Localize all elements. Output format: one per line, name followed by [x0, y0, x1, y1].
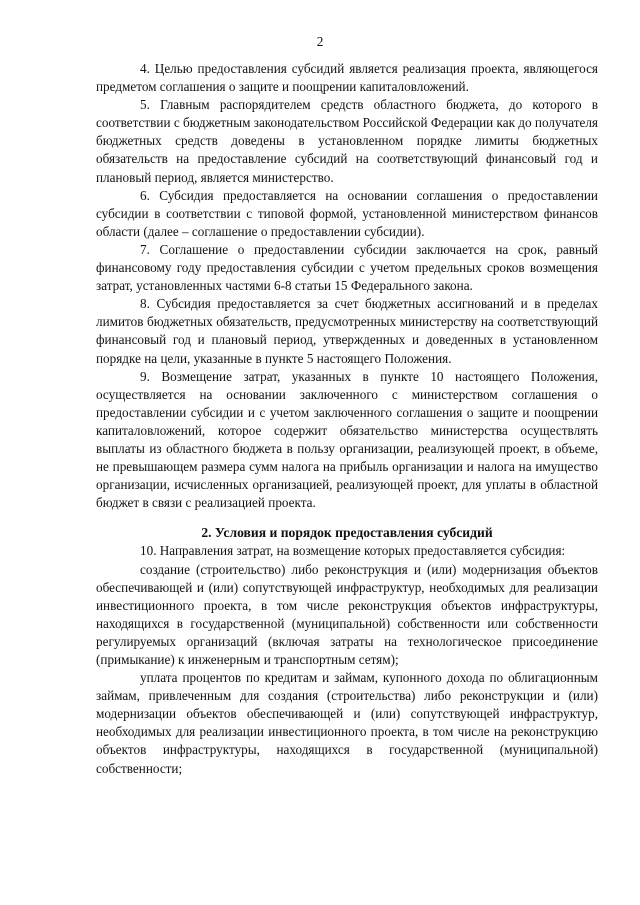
document-body	[96, 60, 598, 778]
list-item-construction: создание (строительство) либо реконструкция и (или) модернизация объектов обеспечивающей и (или) сопутствующей инфраструктур, необходимых для реализации инвестиционного проекта, в том числе реконструкция объектов инфраструктуры, находящихся в государственной (муниципальной) собственности или собственности регулируемых организаций (включая затраты на технологическое присоединение (примыкание) к инженерным и транспортным сетям);	[96, 561, 598, 667]
list-item-interest: уплата процентов по кредитам и займам, купонного дохода по облигационным займам, привлеченным для создания (строительства) либо реконструкции и (или) модернизации объектов обеспечивающей и (или) сопутствующей инфраструктур, необходимых для реализации инвестиционного проекта, в том числе на реконструкцию объектов инфраструктуры, находящихся в государственной (муниципальной) собственности;	[96, 670, 598, 776]
paragraph-8: 8. Субсидия предоставляется за счет бюджетных ассигнований и в пределах лимитов бюджетных обязательств, предусмотренных министерству на соответствующий финансовый год и плановый период, утвержденных и доведенных в установленном порядке на цели, указанные в пункте 5 настоящего Положения.	[96, 296, 598, 366]
paragraph-6: 6. Субсидия предоставляется на основании соглашения о предоставлении субсидии в соответствии с типовой формой, установленной министерством финансов области (далее – соглашение о предоставлении субсидии).	[96, 187, 598, 239]
paragraph-9: 9. Возмещение затрат, указанных в пункте 10 настоящего Положения, осуществляется на основании заключенного с министерством соглашения о предоставлении субсидии и с учетом заключенного соглашения о защите и поощрении капиталовложений, которое содержит обязательство министерства осуществлять выплаты из областного бюджета в пользу организации, реализующей проект, в объеме, не превышающем размера сумм налога на прибыль организации и налога на имущество организации, исчисленных организацией, реализующей проект, для уплаты в областной бюджет в связи с реализацией проекта.	[96, 368, 598, 511]
page-number: 2	[316, 34, 324, 49]
paragraph-7: 7. Соглашение о предоставлении субсидии заключается на срок, равный финансовому году предоставления субсидии с учетом предельных сроков возмещения затрат, установленных частями 6-8 статьи 15 Федерального закона.	[96, 241, 598, 294]
paragraph-5: 5. Главным распорядителем средств областного бюджета, до которого в соответствии с бюджетным законодательством Российской Федерации как до получателя бюджетных средств доведены в установленном порядке лимиты бюджетных обязательств на предоставление субсидий на соответствующий финансовый год и плановый период, является министерство.	[96, 97, 598, 185]
paragraph-10: 10. Направления затрат, на возмещение которых предоставляется субсидия:	[140, 543, 566, 559]
paragraph-4: 4. Целью предоставления субсидий является реализация проекта, являющегося предметом соглашения о защите и поощрении капиталовложений.	[96, 61, 598, 95]
section-heading: 2. Условия и порядок предоставления субсидий	[201, 525, 493, 541]
